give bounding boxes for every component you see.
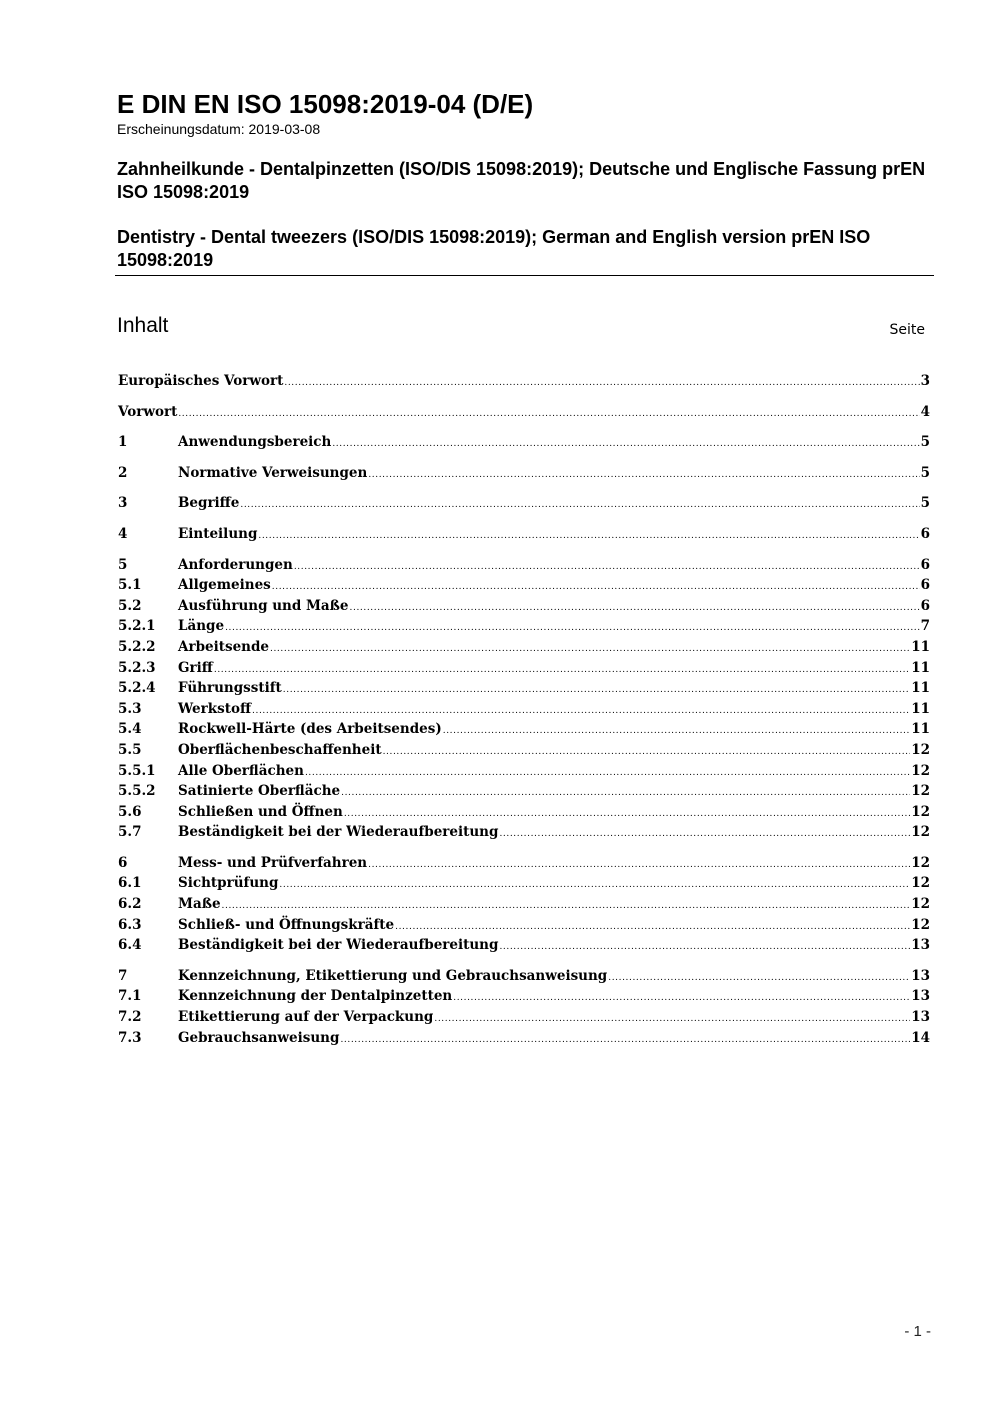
toc-entry[interactable] — [118, 966, 930, 987]
toc-dot-leader — [499, 937, 910, 958]
toc-entry-label: Mess- und Prüfverfahren — [178, 854, 368, 871]
toc-entry-label: Griff — [178, 659, 213, 676]
toc-entry-number: 5.4 — [118, 721, 142, 738]
toc-entry-page: 12 — [911, 896, 930, 913]
toc-dot-leader — [341, 783, 910, 804]
toc-entry[interactable] — [118, 802, 930, 823]
toc-dot-leader — [368, 465, 919, 486]
toc-dot-leader — [340, 1030, 910, 1051]
toc-dot-leader — [395, 917, 910, 938]
toc-dot-leader — [214, 660, 910, 681]
toc-entry-number: 2 — [118, 464, 128, 481]
toc-entry[interactable] — [118, 678, 930, 699]
toc-entry-label: Etikettierung auf der Verpackung — [178, 1009, 434, 1026]
toc-dot-leader — [272, 577, 920, 598]
toc-entry-number: 5.2.3 — [118, 659, 156, 676]
toc-entry-page: 4 — [920, 403, 930, 420]
toc-dot-leader — [443, 721, 910, 742]
toc-dot-leader — [225, 618, 920, 639]
toc-entry[interactable] — [118, 371, 930, 392]
toc-entry-label: Kennzeichnung der Dentalpinzetten — [178, 988, 453, 1005]
toc-dot-leader — [305, 763, 910, 784]
toc-entry[interactable] — [118, 493, 930, 514]
toc-entry-label: Sichtprüfung — [178, 875, 279, 892]
toc-entry-label: Ausführung und Maße — [178, 597, 349, 614]
toc-entry-page: 12 — [911, 803, 930, 820]
toc-entry-label: Führungsstift — [178, 680, 282, 697]
toc-entry-label: Einteilung — [178, 525, 258, 542]
toc-entry-number: 6.1 — [118, 875, 142, 892]
toc-entry[interactable] — [118, 658, 930, 679]
toc-heading — [117, 314, 925, 344]
toc-dot-leader — [252, 701, 910, 722]
title-english: Dentistry - Dental tweezers (ISO/DIS 15098:2019); German and English version prEN ISO 15098:2019 — [117, 227, 871, 270]
document-id: E DIN EN ISO 15098:2019-04 (D/E) — [117, 89, 534, 119]
toc-entry-page: 12 — [911, 854, 930, 871]
toc-entry-number: 5.2 — [118, 597, 142, 614]
header-divider — [115, 275, 934, 276]
toc-entry-page: 5 — [920, 495, 930, 512]
toc-entry-label: Rockwell-Härte (des Arbeitsendes) — [178, 721, 442, 738]
toc-entry-label: Maße — [178, 896, 221, 913]
toc-entry-page: 11 — [911, 700, 930, 717]
toc-entry[interactable] — [118, 432, 930, 453]
toc-entry-label: Kennzeichnung, Etikettierung und Gebrauchsanweisung — [178, 967, 608, 984]
toc-dot-leader — [284, 373, 919, 394]
toc-entry[interactable] — [118, 719, 930, 740]
toc-entry-number: 6.4 — [118, 937, 142, 954]
toc-entry-label: Europäisches Vorwort — [118, 373, 284, 389]
toc-entry-number: 6 — [118, 854, 128, 871]
toc-entry[interactable] — [118, 699, 930, 720]
toc-entry-label: Allgemeines — [178, 577, 271, 594]
title-german: Zahnheilkunde - Dentalpinzetten (ISO/DIS 15098:2019); Deutsche und Englische Fassung prEN ISO 15098:2019 — [117, 159, 926, 202]
toc-entry[interactable] — [118, 524, 930, 545]
toc-entry-page: 12 — [911, 824, 930, 841]
toc-entry-label: Anforderungen — [178, 556, 293, 573]
toc-entry-number: 5.5.2 — [118, 783, 156, 800]
toc-entry[interactable] — [118, 463, 930, 484]
toc-entry-page: 12 — [911, 783, 930, 800]
toc-entry-page: 13 — [911, 988, 930, 1005]
toc-entry[interactable] — [118, 616, 930, 637]
toc-dot-leader — [178, 404, 919, 425]
toc-dot-leader — [368, 855, 910, 876]
toc-entry-page: 11 — [911, 638, 930, 655]
toc-dot-leader — [222, 896, 911, 917]
toc-entry-number: 5.7 — [118, 824, 142, 841]
toc-entry-page: 11 — [911, 659, 930, 676]
toc-entry[interactable] — [118, 1028, 930, 1049]
toc-entry[interactable] — [118, 1007, 930, 1028]
toc-entry[interactable] — [118, 915, 930, 936]
toc-dot-leader — [283, 680, 910, 701]
toc-entry-number: 7 — [118, 967, 128, 984]
toc-entry[interactable] — [118, 781, 930, 802]
toc-entry-label: Länge — [178, 618, 225, 635]
toc-dot-leader — [258, 526, 919, 547]
toc-entry-page: 12 — [911, 916, 930, 933]
toc-entry-label: Beständigkeit bei der Wiederaufbereitung — [178, 937, 499, 954]
table-of-contents — [118, 371, 930, 1048]
toc-dot-leader — [350, 598, 920, 619]
toc-entry[interactable] — [118, 986, 930, 1007]
toc-entry-label: Gebrauchsanweisung — [178, 1029, 340, 1046]
toc-entry[interactable] — [118, 575, 930, 596]
toc-dot-leader — [294, 557, 920, 578]
toc-entry-number: 5.6 — [118, 803, 142, 820]
toc-dot-leader — [270, 639, 910, 660]
toc-entry[interactable] — [118, 935, 930, 956]
publication-date: Erscheinungsdatum: 2019-03-08 — [117, 121, 321, 137]
toc-entry-page: 11 — [911, 680, 930, 697]
toc-entry-page: 11 — [911, 721, 930, 738]
toc-entry-number: 5.2.1 — [118, 618, 156, 635]
toc-dot-leader — [499, 824, 910, 845]
toc-entry-label: Schließ- und Öffnungskräfte — [178, 916, 395, 933]
toc-entry-page: 12 — [911, 762, 930, 779]
toc-entry-label: Werkstoff — [178, 700, 252, 717]
toc-entry-number: 7.2 — [118, 1009, 142, 1026]
toc-entry-page: 6 — [920, 597, 930, 614]
toc-entry-label: Begriffe — [178, 495, 240, 512]
toc-entry-page: 12 — [911, 741, 930, 758]
toc-title: Inhalt — [117, 314, 169, 337]
toc-entry-page: 12 — [911, 875, 930, 892]
toc-entry-label: Satinierte Oberfläche — [178, 783, 341, 800]
toc-entry-label: Arbeitsende — [178, 638, 270, 655]
toc-page-column-label: Seite — [889, 322, 925, 338]
toc-entry-number: 5.2.2 — [118, 638, 156, 655]
toc-entry[interactable] — [118, 402, 930, 423]
toc-entry[interactable] — [118, 637, 930, 658]
toc-entry-number: 5.1 — [118, 577, 142, 594]
toc-entry-label: Vorwort — [118, 403, 178, 420]
toc-entry[interactable] — [118, 853, 930, 874]
toc-entry[interactable] — [118, 822, 930, 843]
toc-dot-leader — [279, 875, 910, 896]
toc-dot-leader — [240, 495, 919, 516]
toc-entry-page: 6 — [920, 556, 930, 573]
toc-entry-page: 5 — [920, 434, 930, 451]
toc-entry-number: 5 — [118, 556, 128, 573]
toc-entry-label: Schließen und Öffnen — [178, 803, 343, 820]
toc-entry-label: Oberflächenbeschaffenheit — [178, 741, 382, 758]
toc-entry-page: 3 — [920, 373, 930, 389]
toc-entry-page: 6 — [920, 525, 930, 542]
toc-entry-number: 3 — [118, 495, 128, 512]
toc-entry-number: 5.5 — [118, 741, 142, 758]
toc-dot-leader — [434, 1009, 910, 1030]
toc-entry-number: 5.5.1 — [118, 762, 156, 779]
toc-dot-leader — [608, 968, 910, 989]
toc-entry-number: 7.3 — [118, 1029, 142, 1046]
toc-entry[interactable] — [118, 761, 930, 782]
toc-entry-page: 5 — [920, 464, 930, 481]
document-header — [117, 88, 934, 272]
toc-entry-page: 13 — [911, 1009, 930, 1026]
toc-entry[interactable] — [118, 596, 930, 617]
toc-entry-number: 7.1 — [118, 988, 142, 1005]
toc-entry[interactable] — [118, 555, 930, 576]
toc-entry-label: Normative Verweisungen — [178, 464, 368, 481]
toc-entry-number: 6.2 — [118, 896, 142, 913]
toc-entry-number: 1 — [118, 434, 128, 451]
toc-entry-number: 5.2.4 — [118, 680, 156, 697]
toc-dot-leader — [344, 804, 910, 825]
toc-entry[interactable] — [118, 894, 930, 915]
toc-entry-page: 13 — [911, 967, 930, 984]
toc-dot-leader — [332, 434, 919, 455]
toc-entry-label: Alle Oberflächen — [178, 762, 304, 779]
toc-entry-page: 14 — [911, 1029, 930, 1046]
toc-entry[interactable] — [118, 740, 930, 761]
toc-dot-leader — [383, 742, 911, 763]
toc-entry-label: Anwendungsbereich — [178, 434, 332, 451]
toc-entry-number: 5.3 — [118, 700, 142, 717]
toc-entry-page: 13 — [911, 937, 930, 954]
toc-entry-number: 4 — [118, 525, 128, 542]
toc-entry[interactable] — [118, 873, 930, 894]
toc-entry-page: 7 — [920, 618, 930, 635]
toc-entry-page: 6 — [920, 577, 930, 594]
toc-entry-label: Beständigkeit bei der Wiederaufbereitung — [178, 824, 499, 841]
toc-dot-leader — [453, 988, 910, 1009]
toc-entry-number: 6.3 — [118, 916, 142, 933]
page-number: - 1 - — [904, 1323, 931, 1340]
